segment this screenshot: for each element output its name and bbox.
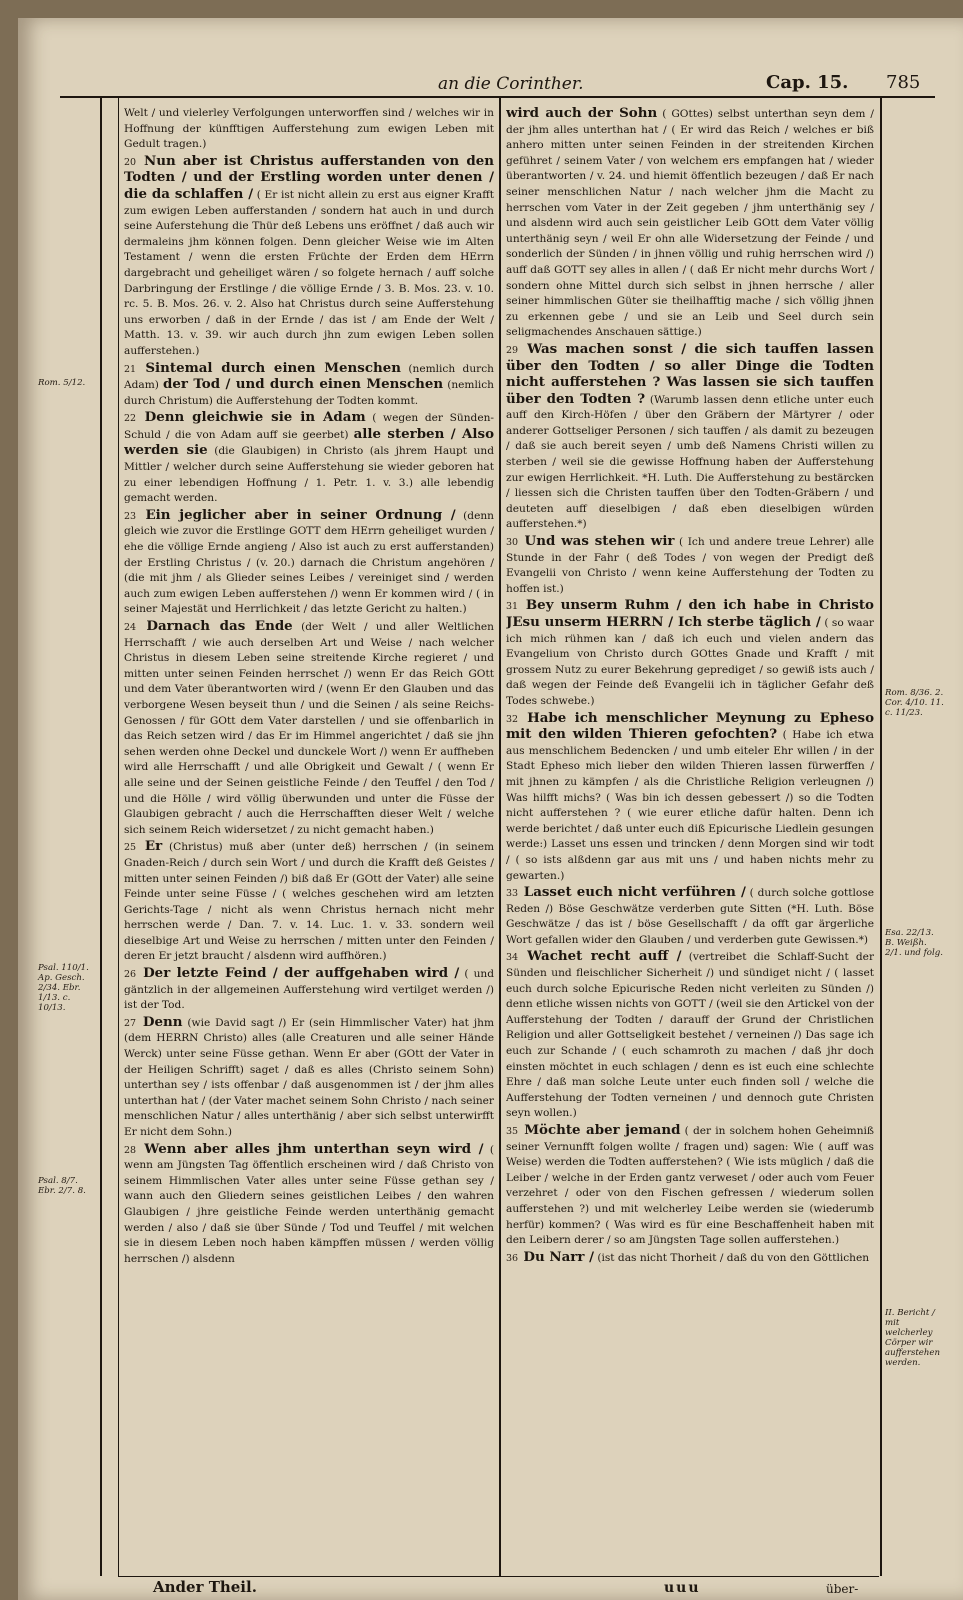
verse-paragraph <box>124 1015 494 1141</box>
signature-mark: uuu <box>664 1580 701 1596</box>
page-number: 785 <box>886 72 921 93</box>
verse-paragraph <box>506 711 874 885</box>
margin-note-right-3: II. Bericht / mit welcherley Cörper wir aufferstehen werden. <box>885 1308 941 1368</box>
verse-paragraph <box>124 619 494 838</box>
verse-gloss: ( so waar ich mich rühmen kan / daß ich euch und vielen andern das Evangelium von Christo durch GOttes Gnade und Krafft / mit grossem Nutz zu eurer Bekehrung geprediget / so gewiß ists auch / daß wegen der Feinde deß Evangelii ich in täglicher Gefahr deß Todes schwebe.) <box>506 617 874 707</box>
verse-number: 35 <box>506 1126 519 1137</box>
verse-gloss: ( GOttes) selbst unterthan seyn dem / der jhm alles unterthan hat / ( Er wird das Reich / welches er biß anhero mitten unter seinen Feinden in der streitenden Kirchen geführet / seinem Vater / von welchem ers empfangen hat / wieder überantworten / v. 24. und hiemit öffentlich bezeugen / daß Er nach seiner menschlichen Natur / nach welcher jhm die Macht zu herrschen vom Vater in der Zeit gegeben / jhm unterthänig sey / und alsdenn wird auch sein geistlicher Leib GOtt dem Vater völlig unterthänig seyn / weil Er ohn alle Widersetzung der Feinde / und sonderlich der Sünden / in jhnen völlig und ruhig herrschen wird /) auff daß GOTT sey alles in allen / ( daß Er nicht mehr durchs Wort / sondern ohne Mittel durch sich selbst in jhnen herrsche / aller seiner himmlischen Güter sie theilhafftig mache / sich völlig jhnen zu erkennen gebe / und sie an Leib und Seel durch sein seligmachendes Anschauen sättige.) <box>506 108 874 339</box>
verse-paragraph <box>124 106 494 153</box>
verse-gloss: ( durch solche gottlose Reden /) Böse Geschwätze verderben gute Sitten (*H. Luth. Böse Geschwätze / das ist / böse Gesellschafft / da offt gar ärgerliche Wort gefallen wider den Glauben / und verderben gute Gewissen.*) <box>506 887 874 946</box>
verse-paragraph <box>506 949 874 1122</box>
verse-paragraph <box>124 966 494 1014</box>
verse-paragraph <box>506 106 874 341</box>
verse-paragraph <box>506 534 874 597</box>
verse-number: 29 <box>506 344 519 356</box>
margin-note-right-1: Rom. 8/36. 2. Cor. 4/10. 11. c. 11/23. <box>885 688 944 718</box>
verse-gloss: (Christus) muß aber (unter deß) herrschen / (in seinem Gnaden-Reich / durch sein Wort / und durch die Krafft deß Geistes / mitten unter seinen Feinden /) biß daß Er (GOtt der Vater) alle seine Feinde unter seine Füsse / ( welches geschehen wird am letzten Gerichts-Tage / nicht als wenn Christus hernach nicht mehr herrschen werde / Dan. 7. v. 14. Luc. 1. v. 33. sondern weil dieselbige Art und Weise zu herrschen / mitten unter den Feinden / deren Er jetzt braucht / alsdenn wird auffhören.) <box>124 841 494 963</box>
verse-paragraph <box>124 361 494 410</box>
verse-gloss: ( und gäntzlich in der allgemeinen Aufferstehung wird vertilget werden /) ist der Tod. <box>124 968 494 1012</box>
frame-line-middle <box>499 98 501 1576</box>
verse-paragraph <box>124 1142 494 1268</box>
book-page <box>18 18 963 1600</box>
verse-paragraph <box>506 598 874 709</box>
verse-gloss: (nemlich durch Christum) die Aufferstehung der Todten kommt. <box>124 379 494 407</box>
margin-note-right-2: Esa. 22/13. B. Weißh. 2/1. und folg. <box>885 928 943 958</box>
frame-line-right <box>880 98 882 1576</box>
verse-paragraph <box>506 885 874 948</box>
verse-gloss: ( Habe ich etwa aus menschlichem Bedencken / und umb eiteler Ehr willen / in der Stadt Epheso mich lieber den wilden Thieren lassen fürwerffen / mit jhnen zu kämpfen / als die Christliche Religion verleugnen /) Was hilfft michs? ( Was bin ich dessen gebessert /) so die Todten nicht aufferstehen ? ( wie eurer etliche dafür halten. Denn ich werde berichtet / daß unter euch diß Epicurische Liedlein gesungen werde:) Lasset uns essen und trincken / denn Morgen sind wir todt / ( so ists alßdenn gar aus mit uns / und haben nichts mehr zu gewarten.) <box>506 729 874 882</box>
verse-bible-text: Was machen sonst / die sich tauffen lassen über den Todten / so aller Dinge die Todten nicht aufferstehen ? Was lassen sie sich tauffen über den Todten ? <box>506 340 874 407</box>
verse-bible-text: Bey unserm Ruhm / den ich habe in Christo JEsu unserm HERRN / Ich sterbe täglich / <box>506 597 874 630</box>
verse-paragraph <box>506 1250 874 1267</box>
chapter-label: Cap. 15. <box>766 72 849 93</box>
verse-bible-text: Nun aber ist Christus aufferstanden von den Todten / und der Erstling worden unter denen / die da schlaffen / <box>124 152 494 202</box>
verse-number: 21 <box>124 363 137 375</box>
verse-number: 27 <box>124 1017 137 1029</box>
verse-bible-text: alle sterben / Also werden sie <box>124 425 494 459</box>
header-rule <box>60 96 935 98</box>
verse-bible-text: Denn <box>142 1013 183 1030</box>
catchword: über- <box>826 1582 859 1596</box>
verse-bible-text: wird auch der Sohn <box>506 106 658 121</box>
verse-number: 22 <box>124 413 137 425</box>
verse-paragraph <box>124 154 494 360</box>
verse-paragraph <box>124 508 494 618</box>
margin-note-left-1: Rom. 5/12. <box>38 378 86 388</box>
verse-paragraph <box>506 1123 874 1249</box>
verse-bible-text: Denn gleichwie sie in Adam <box>144 409 366 426</box>
verse-gloss: (denn gleich wie zuvor die Erstlinge GOTT dem HErrn geheiliget wurden / ehe die völlige Ernde angieng / Also ist auch zu erst aufferstanden) der Erstling Christus / (v. 20.) darnach die Christum angehören / (die mit jhm / als Glieder seines Leibes / vereiniget sind / werden auch zum ewigen Leben aufferstehen /) wenn Er kommen wird / ( in seiner Majestät und Herrlichkeit / das letzte Gericht zu halten.) <box>124 509 494 616</box>
frame-line-left <box>100 98 102 1576</box>
left-text-column <box>124 106 494 1572</box>
verse-number: 24 <box>124 622 137 633</box>
verse-paragraph <box>506 342 874 533</box>
verse-number: 23 <box>124 510 137 522</box>
verse-bible-text: Der letzte Feind / der auffgehaben wird / <box>143 965 460 982</box>
margin-note-left-2: Psal. 110/1. Ap. Gesch. 2/34. Ebr. 1/13. c. 10/13. <box>38 963 89 1013</box>
margin-note-left-3: Psal. 8/7. Ebr. 2/7. 8. <box>38 1176 86 1196</box>
verse-number: 20 <box>124 156 137 168</box>
verse-gloss: ( wegen der Sünden-Schuld / die von Adam auff sie geerbet) <box>124 412 494 441</box>
verse-bible-text: Lasset euch nicht verführen / <box>523 884 746 901</box>
bottom-rule <box>118 1576 879 1577</box>
verse-bible-text: Und was stehen wir <box>524 533 675 550</box>
verse-number: 26 <box>124 969 137 981</box>
running-header: an die Corinther. <box>438 74 584 94</box>
footer-part-label: Ander Theil. <box>153 1578 257 1596</box>
verse-number: 36 <box>506 1252 519 1264</box>
verse-paragraph <box>124 839 494 965</box>
verse-gloss: ( wenn am Jüngsten Tag öffentlich erscheinen wird / daß Christo von seinem Himmlischen Vater alles unter seine Füsse gethan sey / wann auch den Gliedern seines geistlichen Leibes / den wahren Glaubigen / jhre geistliche Feinde werden unterthänig gemacht werden / also / daß sie über Sünde / Tod und Teuffel / mit welchen sie in diesem Leben noch haben kämpffen müssen / werden völlig herrschen /) alsdenn <box>124 1143 494 1265</box>
verse-bible-text: Du Narr / <box>523 1248 594 1265</box>
verse-bible-text: der Tod / und durch einen Menschen <box>163 376 444 393</box>
verse-gloss: (der Welt / und aller Weltlichen Herrschafft / wie auch derselben Art und Weise / nach welcher Christus in diesem Leben seine streitende Kirche regieret / und mitten unter seinen Feinden herrschet /) wenn Er das Reich GOtt und dem Vater überantworten wird / (wenn Er den Glauben und das verborgene Wesen beyseit thun / und die Seinen / als seine Reichs-Genossen / für GOtt dem Vater darstellen / und sie offenbarlich in das Reich setzen wird / das Er im Himmel angerichtet / daß sie jhn sehen werden ohne Deckel und dunckele Wort /) wenn Er auffheben wird alle Herrschafft / und alle Obrigkeit und Gewalt / ( wenn Er alle seine und der Seinen geistliche Feinde / den Teuffel / den Tod / und die Hölle / wird völlig überwunden und unter die Füsse der Glaubigen gebracht / auch die Herrschafften dieser Welt / welche sich seinem Reich widersetzet / zu nicht gemacht haben.) <box>124 621 494 836</box>
verse-gloss: ( Ich und andere treue Lehrer) alle Stunde in der Fahr ( deß Todes / von wegen der Predigt deß Evangelii von Christo / wenn keine Aufferstehung der Todten zu hoffen ist.) <box>506 536 874 595</box>
verse-bible-text: Habe ich menschlicher Meynung zu Epheso mit den wilden Thieren gefochten? <box>506 709 874 743</box>
verse-number: 28 <box>124 1144 137 1156</box>
verse-number: 33 <box>506 888 519 900</box>
verse-bible-text: Er <box>144 838 163 855</box>
verse-bible-text: Wenn aber alles jhm unterthan seyn wird / <box>144 1140 484 1157</box>
verse-gloss: Welt / und vielerley Verfolgungen unterworffen sind / welches wir in Hoffnung der künfftigen Aufferstehung zum ewigen Leben mit Gedult tragen.) <box>124 107 494 151</box>
verse-number: 31 <box>506 601 519 613</box>
verse-number: 30 <box>506 537 519 549</box>
verse-bible-text: Möchte aber jemand <box>524 1122 681 1138</box>
verse-gloss: (wie David sagt /) Er (sein Himmlischer Vater) hat jhm (dem HERRN Christo) alles (alle Creaturen und alle seiner Hände Werck) unter seine Füsse gethan. Wenn Er aber (GOtt der Vater in der Heiligen Schrifft) saget / daß es alles (Christo seinem Sohn) unterthan sey / ists offenbar / daß ausgenommen ist / der jhm alles unterthan hat / (der Vater machet seinem Sohn Christo / nach seiner menschlichen Natur / alles unterthänig / aber sich selbst unterwirfft Er nicht dem Sohn.) <box>124 1016 494 1138</box>
frame-line-inner <box>118 98 119 1576</box>
verse-number: 34 <box>506 952 519 964</box>
right-text-column <box>506 106 874 1572</box>
verse-gloss: (Warumb lassen denn etliche unter euch auff den Kirch-Höfen / über den Gräbern der Märtyrer / oder anderer Gottseliger Personen / sich tauffen / als damit zu bezeugen / daß sie auch bereit seyen / umb deß Namens Christi willen zu sterben / weil sie die gewisse Hoffnung haben der Aufferstehung zur ewigen Herrlichkeit. *H. Luth. Die Aufferstehung zu bestärcken / liessen sich die Christen tauffen über den Todten-Gräbern / und deuteten auff dieselbigen / daß eben dieselbigen würden aufferstehen.*) <box>506 393 874 531</box>
verse-number: 32 <box>506 713 519 725</box>
verse-bible-text: Sintemal durch einen Menschen <box>145 359 401 376</box>
verse-gloss: (ist das nicht Thorheit / daß du von den Göttlichen <box>597 1251 870 1264</box>
verse-bible-text: Darnach das Ende <box>146 618 293 634</box>
verse-gloss: (die Glaubigen) in Christo (als jhrem Haupt und Mittler / welcher durch seine Aufferstehung sie wieder geboren hat zu einer lebendigen Hoffnung / 1. Petr. 1. v. 3.) alle lebendig gemacht werden. <box>124 445 494 505</box>
verse-gloss: ( Er ist nicht allein zu erst aus eigner Krafft zum ewigen Leben aufferstanden / sondern hat auch in und durch seine Auferstehung die Thür deß Lebens uns eröffnet / daß auch wir dermaleins jhm können folgen. Denn gleicher Weise wie im Alten Testament / wenn die ersten Früchte der Erden dem HErrn dargebracht und geheiliget wären / so folgete hernach / auff solche Darbringung der Erstlinge / die völlige Ernde / 3. B. Mos. 23. v. 10. rc. 5. B. Mos. 26. v. 2. Also hat Christus durch seine Aufferstehung uns erworben / daß in der Ernde / das ist / am Ende der Welt / Matth. 13. v. 39. wir auch durch jhn zum ewigen Leben sollen aufferstehen.) <box>124 188 494 357</box>
verse-number: 25 <box>124 842 137 854</box>
verse-bible-text: Ein jeglicher aber in seiner Ordnung / <box>145 506 456 523</box>
verse-bible-text: Wachet recht auff / <box>527 948 682 965</box>
verse-gloss: (nemlich durch Adam) <box>124 362 494 392</box>
verse-gloss: ( der in solchem hohen Geheimniß seiner Vernunfft folgen wollte / fragen und) sagen: Wie ( auff was Weise) werden die Todten aufferstehen? ( Wie ists müglich / daß die Leiber / welche in der Erden gantz verweset / oder auch vom Feuer verzehret / oder von den Fischen gefressen / wiederum sollen aufferstehen ?) und mit welcherley Leibe werden sie (wiederumb herfür) kommen? ( Was wird es für eine Beschaffenheit haben mit den Leibern derer / so am Jüngsten Tage sollen aufferstehen.) <box>506 1125 874 1247</box>
verse-gloss: (vertreibet die Schlaff-Sucht der Sünden und fleischlicher Sicherheit /) und sündiget nicht / ( lasset euch durch solche Epicurische Reden nicht verleiten zu Sünden /) denn etliche wissen nichts von GOTT / (weil sie den Artickel von der Aufferstehung der Todten / darauff der Grund der Christlichen Religion und aller Gottseligkeit bestehet / verneinen /) Das sage ich euch zur Schande / ( euch schamroth zu machen / daß jhr doch einsten möchtet in euch schlagen / denn es ist euch eine schlechte Ehre / daß man solche Leute unter euch finden soll / welche die Aufferstehung der Todten verneinen / und dennoch gute Christen seyn wollen.) <box>506 951 874 1120</box>
verse-paragraph <box>124 410 494 507</box>
